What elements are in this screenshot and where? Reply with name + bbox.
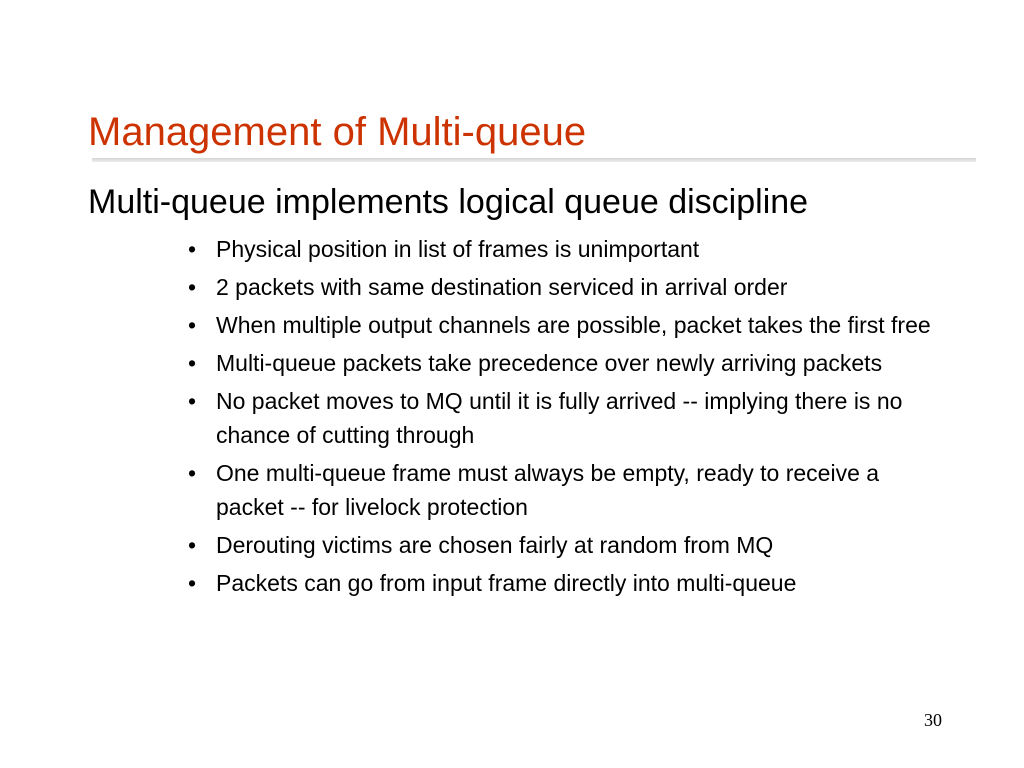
bullet-icon: • bbox=[188, 236, 197, 262]
bullet-text: Derouting victims are chosen fairly at random from MQ bbox=[216, 532, 774, 558]
slide-heading: Multi-queue implements logical queue discipline bbox=[88, 183, 809, 221]
bullet-item bbox=[188, 232, 948, 266]
bullet-text: No packet moves to MQ until it is fully arrived -- implying there is no chance of cutting through bbox=[216, 388, 903, 448]
bullet-icon: • bbox=[188, 570, 197, 596]
bullet-item bbox=[188, 528, 948, 562]
page-number: 30 bbox=[924, 710, 942, 730]
bullet-text: Multi-queue packets take precedence over newly arriving packets bbox=[216, 350, 883, 376]
bullet-icon: • bbox=[188, 388, 197, 414]
bullet-item bbox=[188, 456, 948, 524]
bullet-icon: • bbox=[188, 460, 197, 486]
bullet-item bbox=[188, 308, 948, 342]
title-divider bbox=[92, 158, 976, 162]
bullet-item bbox=[188, 270, 948, 304]
bullet-text: 2 packets with same destination serviced in arrival order bbox=[216, 274, 788, 300]
bullet-item bbox=[188, 384, 948, 452]
bullet-text: One multi-queue frame must always be empty, ready to receive a packet -- for livelock protection bbox=[216, 460, 880, 520]
bullet-list bbox=[188, 232, 948, 604]
bullet-icon: • bbox=[188, 274, 197, 300]
bullet-item bbox=[188, 566, 948, 600]
bullet-icon: • bbox=[188, 312, 197, 338]
bullet-item bbox=[188, 346, 948, 380]
bullet-icon: • bbox=[188, 350, 197, 376]
bullet-text: Packets can go from input frame directly into multi-queue bbox=[216, 570, 797, 596]
bullet-text: Physical position in list of frames is unimportant bbox=[216, 236, 700, 262]
bullet-icon: • bbox=[188, 532, 197, 558]
bullet-text: When multiple output channels are possible, packet takes the first free bbox=[216, 312, 931, 338]
slide-title: Management of Multi-queue bbox=[88, 110, 587, 154]
